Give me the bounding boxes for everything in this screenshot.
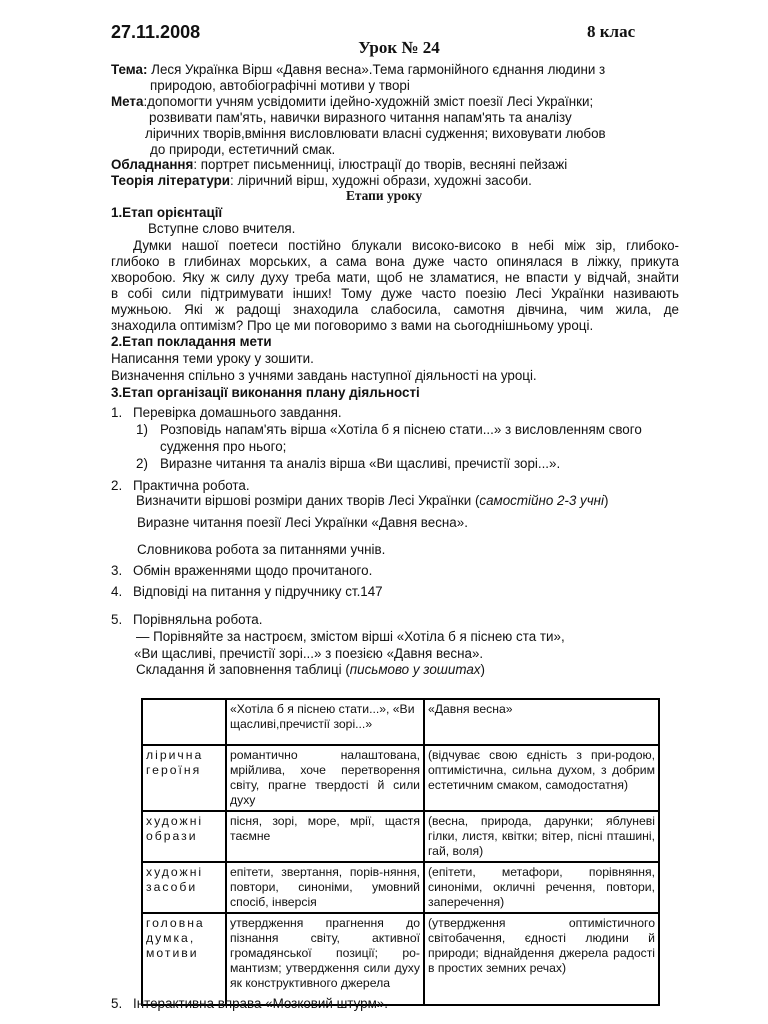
lesson-number — [0, 38, 768, 58]
goal-text-1: :допомогти учням усвідомити ідейно-художній зміст поезії Лесі Українки; — [143, 94, 594, 109]
stage3-title: 3.Етап організації виконання плану діяльності — [111, 385, 420, 400]
stage3-item-5 — [111, 612, 262, 627]
item-2-line-1 — [136, 493, 609, 508]
table-cell: епітети, звертання, порів-няння, повтори, синоніми, умовний спосіб, інверсія — [226, 862, 424, 913]
item-5-line-3-end: ) — [480, 662, 485, 677]
item-1a-number: 1) — [136, 422, 148, 437]
stage3-item-3 — [111, 563, 372, 578]
stage2-line-2: Визначення спільно з учнями завдань наступної діяльності на уроці. — [111, 368, 537, 383]
goal-text-3: ліричних творів,вміння висловлювати власні судження; виховувати любов — [145, 126, 606, 141]
equipment-text: : портрет письменниці, ілюстрації до творів, весняні пейзажі — [193, 157, 568, 172]
table-row — [142, 811, 659, 862]
table-row — [142, 862, 659, 913]
item-2-line-3: Словникова робота за питаннями учнів. — [137, 542, 386, 557]
item-4-text: Відповіді на питання у підручнику ст.147 — [133, 584, 383, 599]
table-cell: утвердження прагнення до пізнання світу, активної громадянської позиції; ро-мантизм; утвердження сили духу як конструктивного джерела — [226, 913, 424, 1005]
theory-text: : ліричний вірш, художні образи, художні засоби. — [230, 173, 532, 188]
item-5-text: Порівняльна робота. — [133, 612, 263, 627]
equipment-line — [111, 157, 567, 172]
item-3-text: Обмін враженнями щодо прочитаного. — [133, 563, 373, 578]
item-2-line-1-emphasis: самостійно 2-3 учні — [479, 493, 605, 508]
item-1-text: Перевірка домашнього завдання. — [133, 405, 342, 420]
table-cell: (епітети, метафори, порівняння, синоніми, окличні речення, повтори, заперечення) — [424, 862, 659, 913]
table-cell: романтично налаштована, мрійлива, хоче перетворення світу, прагне твердості й сили духу — [226, 745, 424, 811]
item-2-line-1-end: ) — [604, 493, 609, 508]
item-1b-text: Виразне читання та аналіз вірша «Ви щасливі, пречистії зорі...». — [160, 456, 561, 471]
topic-label: Тема: — [111, 62, 148, 77]
table-cell: пісня, зорі, море, мрії, щастя таємне — [226, 811, 424, 862]
stage1-paragraph-4: в собі сили підтримувати інших! Тому дуже часто поезію Лесі Українки називають — [111, 286, 679, 301]
table-header-cell-davnia-vesna: «Давня весна» — [424, 699, 659, 745]
item-2-line-2: Виразне читання поезії Лесі Українки «Давня весна». — [137, 515, 468, 530]
table-header-cell-poems: «Хотіла б я піснею стати...», «Ви щасливі,пречистії зорі...» — [226, 699, 424, 745]
stage3-item-1a — [136, 422, 642, 437]
table-row-label: лірична героїня — [142, 745, 226, 811]
footer-number: 5. — [111, 996, 123, 1011]
stage1-title: 1.Етап орієнтації — [111, 205, 223, 220]
theory-label: Теорія літератури — [111, 173, 231, 188]
table-cell: (весна, природа, дарунки; яблуневі гілки, листя, квітки; вітер, пісні пташині, гай, воля) — [424, 811, 659, 862]
footer-text: Інтерактивна вправа «Мозковий штурм». — [133, 996, 388, 1011]
item-1b-number: 2) — [136, 456, 148, 471]
table-row — [142, 913, 659, 1005]
table-header-cell-empty — [142, 699, 226, 745]
theory-line — [111, 173, 532, 188]
stage3-item-1b — [136, 456, 560, 471]
table-row-label: художні засоби — [142, 862, 226, 913]
item-5-line-2: «Ви щасливі, пречистії зорі...» з поезією «Давня весна». — [134, 646, 484, 661]
table-cell: (відчуває свою єдність з при-родою, оптимістична, сильна духом, з добрим естетичним смаком, самодостатня) — [424, 745, 659, 811]
item-1a-text-2: судження про нього; — [160, 439, 287, 454]
goal-text-4: до природи, естетичний смак. — [150, 142, 336, 157]
stage1-paragraph-2: глибоко в глибинах морських, а сама вона дуже часто опинялася в ліжку, прикута — [111, 254, 679, 269]
item-2-text: Практична робота. — [133, 478, 250, 493]
grade-label: 8 клас — [587, 22, 636, 41]
goal-text-2: розвивати пам'ять, навички виразного читання напам'ять та аналізу — [149, 110, 572, 125]
item-5-line-3-emphasis: письмово у зошитах — [349, 662, 481, 677]
item-1a-text-1: Розповідь напам'ять вірша «Хотіла б я піснею стати...» з висловленням свого — [160, 422, 642, 437]
equipment-label: Обладнання — [111, 157, 194, 172]
item-3-number: 3. — [111, 563, 123, 578]
stage1-paragraph-1: Думки нашої поетеси постійно блукали високо-високо в небі між зір, глибоко- — [133, 238, 679, 253]
stage1-paragraph-6: знаходила оптимізм? Про це ми поговоримо з вами на сьогоднішньому уроці. — [111, 318, 594, 333]
item-2-number: 2. — [111, 478, 123, 493]
stage3-item-1 — [111, 405, 342, 420]
table-row-label: головна думка, мотиви — [142, 913, 226, 1005]
stage3-item-2 — [111, 478, 250, 493]
table-row — [142, 745, 659, 811]
goal-line-1 — [111, 94, 593, 109]
item-2-line-1-text: Визначити віршові розміри даних творів Лесі Українки ( — [136, 493, 480, 508]
comparison-table — [141, 698, 660, 1006]
stage1-paragraph-5: мужньою. Які ж радощі знаходила слабосила, самотня дівчина, чим жила, де — [111, 302, 679, 317]
topic-line-1 — [111, 62, 605, 77]
stage1-sub: Вступне слово вчителя. — [148, 221, 296, 236]
item-5-line-1: — Порівняйте за настроєм, змістом вірші «Хотіла б я піснею ста ти», — [136, 629, 565, 644]
table-cell: (утвердження оптимістичного світобачення, єдності людини й природи; віднайдення джерела радості в простих земних речах) — [424, 913, 659, 1005]
topic-text-2: природою, автобіографічні мотиви у творі — [150, 78, 410, 93]
item-5-number: 5. — [111, 612, 123, 627]
lesson-date: 27.11.2008 — [111, 22, 201, 42]
table-row-label: художні образи — [142, 811, 226, 862]
stage1-paragraph-3: хворобою. Яку ж силу духу треба мати, щоб не зламатися, не впасти у відчай, знайти — [111, 270, 679, 285]
topic-text-1: Леся Українка Вірш «Давня весна».Тема гармонійного єднання людини з — [151, 62, 606, 77]
item-5-line-3-text: Складання й заповнення таблиці ( — [136, 662, 350, 677]
item-1-number: 1. — [111, 405, 123, 420]
item-4-number: 4. — [111, 584, 123, 599]
stage2-title: 2.Етап покладання мети — [111, 334, 272, 349]
stages-title: Етапи уроку — [345, 188, 423, 203]
item-5-line-3 — [136, 662, 485, 677]
lesson-number-text: Урок № 24 — [358, 38, 440, 57]
footer-item-5 — [111, 996, 388, 1011]
stage2-line-1: Написання теми уроку у зошити. — [111, 351, 314, 366]
stage3-item-4 — [111, 584, 383, 599]
goal-label: Мета — [111, 94, 144, 109]
table-header-row — [142, 699, 659, 745]
